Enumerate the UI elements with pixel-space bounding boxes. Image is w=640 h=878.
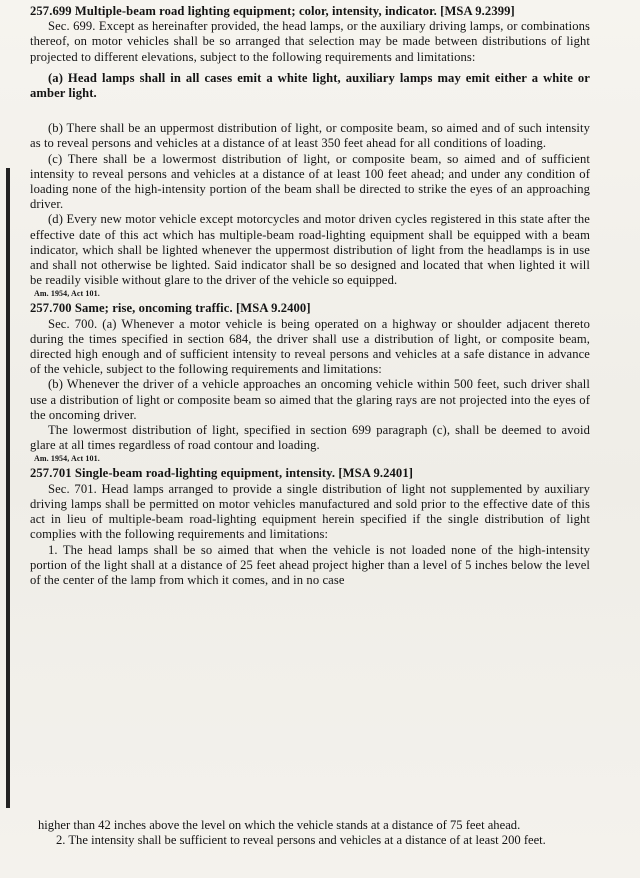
section-intro: Sec. 701. Head lamps arranged to provide a single distribution of light not supplemented by auxiliary driving lamps shall be permitted on motor vehicles manufactured and sold prior to the effective date of this act in lieu of multiple-beam road-lighting equipment herein specified if the single distribution of light complies with the following requirements and limitations: [30, 481, 590, 542]
margin-rule [6, 168, 10, 808]
amendment-note: Am. 1954, Act 101. [34, 289, 100, 299]
paragraph-c: (c) There shall be a lowermost distribution of light, or composite beam, so aimed and of sufficient intensity to reveal persons and vehicles at a distance of at least 100 feet ahead; and under any condition of loading none of the high-intensity portion of the beam shall be directed to strike the eyes of an approaching driver. [30, 151, 590, 212]
paragraph-glare: The lowermost distribution of light, specified in section 699 paragraph (c), shall be deemed to avoid glare at all times regardless of road contour and loading. [30, 423, 590, 453]
section-heading: 257.700 Same; rise, oncoming traffic. [MSA 9.2400] [30, 301, 311, 316]
paragraph-1: 1. The head lamps shall be so aimed that when the vehicle is not loaded none of the high-intensity portion of the light shall at a distance of 25 feet ahead project higher than a level of 5 inches below the level of the center of the lamp from which it comes, and in no case [30, 542, 590, 587]
section-700 [30, 301, 590, 464]
paragraph-a: Sec. 700. (a) Whenever a motor vehicle is being operated on a highway or shoulder adjacent thereto during the times specified in section 684, the driver shall use a distribution of light, or composite beam, directed high enough and of sufficient intensity to reveal persons and vehicles at a safe distance in advance of the vehicle, subject to the following requirements and limitations: [30, 316, 590, 377]
amendment-note: Am. 1954, Act 101. [34, 454, 100, 464]
section-701 [30, 466, 590, 588]
paragraph-d: (d) Every new motor vehicle except motorcycles and motor driven cycles registered in this state after the effective date of this act which has multiple-beam road-lighting equipment shall be equipped with a beam indicator, which shall be lighted whenever the uppermost distribution of light from the headlamps is in use and shall not otherwise be lighted. Said indicator shall be so designed and located that when lighted it will be readily visible without glare to the driver of the vehicle so equipped. [30, 212, 590, 288]
paragraph-1-continued: higher than 42 inches above the level on which the vehicle stands at a distance of 75 feet ahead. [38, 818, 521, 832]
paragraph-a: (a) Head lamps shall in all cases emit a white light, auxiliary lamps may emit either a white or amber light. [30, 70, 590, 101]
section-heading: 257.701 Single-beam road-lighting equipment, intensity. [MSA 9.2401] [30, 466, 414, 481]
paragraph-b: (b) There shall be an uppermost distribution of light, or composite beam, so aimed and of such intensity as to reveal persons and vehicles at a distance of at least 350 feet ahead for all conditions of loading. [30, 121, 590, 151]
continuation-text [38, 818, 588, 848]
paragraph-2: 2. The intensity shall be sufficient to reveal persons and vehicles at a distance of at least 200 feet. [56, 833, 546, 848]
paragraph-b: (b) Whenever the driver of a vehicle approaches an oncoming vehicle within 500 feet, such driver shall use a distribution of light or composite beam so aimed that the glaring rays are not projected into the eyes of the oncoming driver. [30, 377, 590, 422]
section-heading: 257.699 Multiple-beam road lighting equipment; color, intensity, indicator. [MSA 9.2399] [30, 4, 515, 18]
section-intro: Sec. 699. Except as hereinafter provided, the head lamps, or the auxiliary driving lamps, or combinations thereof, on motor vehicles shall be so arranged that selection may be made between distributions of light projected to different elevations, subject to the following requirements and limitations: [30, 19, 590, 64]
section-699 [30, 4, 590, 299]
document-body [30, 4, 590, 588]
